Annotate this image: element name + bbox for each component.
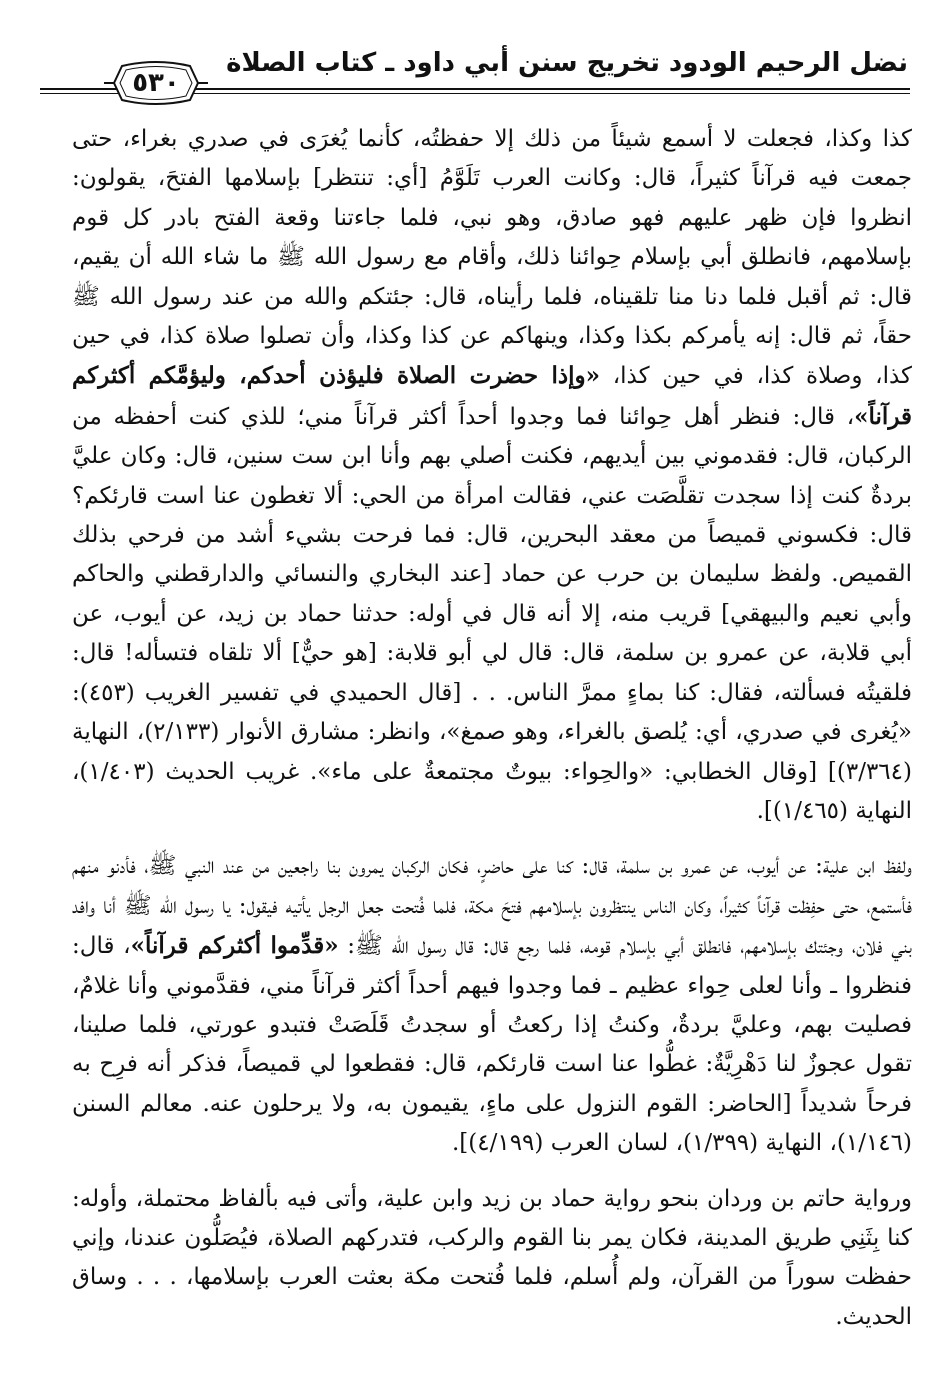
paragraph-1-text-b: ، قال: فنظر أهل حِوائنا فما وجدوا أحداً أكثر قرآناً مني؛ للذي كنت أحفظه من الركبان، قال: فقدموني بين أيديهم، فكنت أصلي بهم وأنا ابن ست سنين، قال: وكان عليَّ بردةٌ كنت إذا سجدت تقلَّصَت عني، فقالت امرأة من الحي: ألا تغطون عنا است قارئكم؟ قال: فكسوني قميصاً من معقد البحرين، قال: فما فرحت بشيء أشد من فرحي بذلك القميص. ولفظ سليمان بن حرب عن حماد [عند البخاري والنسائي والدارقطني والحاكم وأبي نعيم والبيهقي] قريب منه، إلا أنه قال في أوله: حدثنا حماد بن زيد، عن أيوب، عن أبي قلابة، عن عمرو بن سلمة، قال: قال لي أبو قلابة: [هو حيٌّ] ألا تلقاه فتسأله! قال: فلقيتُه فسألته، فقال: كنا بماءٍ ممرَّ الناس. . . [قال الحميدي في تفسير الغريب (٤٥٣): «يُغرى في صدري، أي: يُلصق بالغراء، وهو صمغ»، وانظر: مشارق الأنوار (٢/١٣٣)، النهاية (٣/٣٦٤)] [وقال الخطابي: «والحِواء: بيوتٌ مجتمعةٌ على ماء». غريب الحديث (١/٤٠٣)، النهاية (١/٤٦٥)].	[72, 403, 912, 824]
page-number: ٥٣٠	[132, 68, 180, 98]
page-number-badge	[100, 58, 212, 108]
paragraph-2-text-b: ، قال: فنظروا ـ وأنا لعلى حِواء عظيم ـ فما وجدوا فيهم أحداً أكثر قرآناً مني، فقدَّموني وأنا غلامٌ، فصليت بهم، وعليَّ بردةٌ، وكنتُ إذا ركعتُ أو سجدتُ قَلَصَتْ فتبدو عورتي، فلما صلينا، تقول عجوزٌ لنا دَهْرِيَّةٌ: غطُّوا عنا است قارئكم، قال: فقطعوا لي قميصاً، فذكر أنه فرِح به فرحاً شديداً [الحاضر: القوم النزول على ماءٍ، يقيمون به، ولا يرحلون عنه. معالم السنن (١/١٤٦)، النهاية (١/٣٩٩)، لسان العرب (٤/١٩٩)].	[72, 933, 912, 1157]
paragraph-3-text: ورواية حاتم بن وردان بنحو رواية حماد بن زيد وابن علية، وأتى فيه بألفاظ محتملة، وأوله: كنا بِثَنِي طريق المدينة، فكان يمر بنا القوم والركب، فتدركهم الصلاة، فيُصَلُّون عندنا، وإني حفظت سوراً من القرآن، ولم أُسلم، فلما فُتحت مكة بعثت العرب بإسلامها، . . . وساق الحديث.	[72, 1185, 912, 1330]
paragraph-2-text-a: ولفظ ابن علية: عن أيوب، عن عمرو بن سلمة، قال: كنا على حاضرٍ، فكان الركبان يمرون بنا راجعين من عند النبي ﷺ، فأدنو منهم فأستمع، حتى حفِظت قرآناً كثيراً، وكان الناس ينتظرون بإسلامهم فتحَ مكة، فلما فُتحت جعل الرجل يأتيه فيقول: يا رسول الله ﷺ أنا وافد بني فلان، وجئتك بإسلامهم، فانطلق أبي بإسلام قومه، فلما رجع قال: قال رسول الله ﷺ:	[72, 853, 913, 960]
paragraph-2	[72, 847, 912, 1163]
paragraph-2-hadith-quote: «قدِّموا أكثركم قرآناً»	[130, 932, 339, 960]
paragraph-1-text-a: كذا وكذا، فجعلت لا أسمع شيئاً من ذلك إلا حفظتُه، كأنما يُغرَى في صدري بغراء، حتى جمعت فيه قرآناً كثيراً، قال: وكانت العرب تَلَوَّمُ [أي: تنتظر] بإسلامها الفتحَ، يقولون: انظروا فإن ظهر عليهم فهو صادق، وهو نبي، فلما جاءتنا وقعة الفتح بادر كل قوم بإسلامهم، فانطلق أبي بإسلام حِوائنا ذلك، وأقام مع رسول الله ﷺ ما شاء الله أن يقيم، قال: ثم أقبل فلما دنا منا تلقيناه، فلما رأيناه، قال: جئتكم والله من عند رسول الله ﷺ حقاً، ثم قال: إنه يأمركم بكذا وكذا، وينهاكم عن كذا وكذا، وأن تصلوا صلاة كذا، في حين كذا، وصلاة كذا، في حين كذا،	[72, 126, 912, 390]
main-text	[72, 120, 912, 1337]
paragraph-1-hadith-quote: «وإذا حضرت الصلاة فليؤذن أحدكم، وليؤمَّكم أكثركم قرآناً»	[72, 362, 912, 430]
header-title: نضل الرحيم الودود تخريج سنن أبي داود ـ كتاب الصلاة	[226, 48, 908, 78]
running-header	[40, 40, 910, 100]
paragraph-3	[72, 1180, 912, 1338]
paragraph-1	[72, 120, 912, 831]
